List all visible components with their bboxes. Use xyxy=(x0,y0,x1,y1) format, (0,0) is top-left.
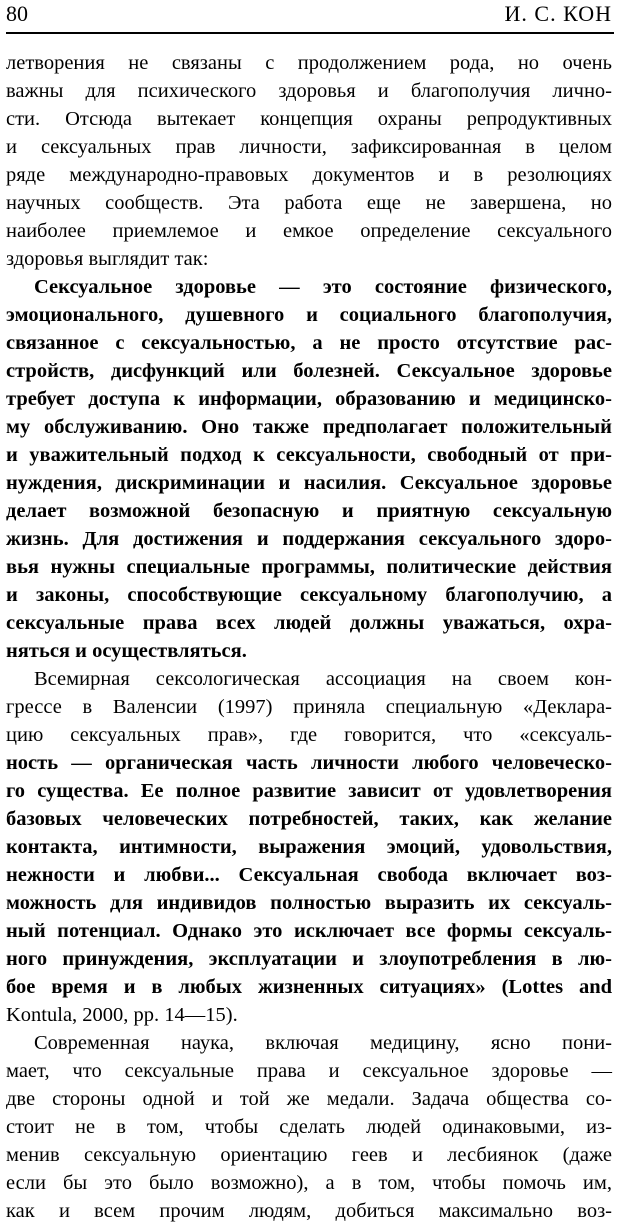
text-line: как и всем прочим людям, добиться максимально воз- xyxy=(6,1200,612,1222)
text-line: няться и осуществляться. xyxy=(6,640,247,662)
body-text xyxy=(6,49,612,1225)
text-line: му обслуживанию. Оно также предполагает положительный xyxy=(6,416,612,438)
text-line: Kontula, 2000, pp. 14—15). xyxy=(6,1004,238,1026)
text-line: мает, что сексуальные права и сексуальное здоровье — xyxy=(6,1060,612,1082)
text-line: летворения не связаны с продолжением рода, но очень xyxy=(6,52,612,74)
text-line: базовых человеческих потребностей, таких, как желание xyxy=(6,808,612,830)
text-line: если бы это было возможно), а в том, чтобы помочь им, xyxy=(6,1172,612,1194)
text-line: научных сообществ. Эта работа еще не завершена, но xyxy=(6,192,612,214)
text-line: цию сексуальных прав», где говорится, что «сексуаль- xyxy=(6,724,612,746)
text-line: ряде международно-правовых документов и в резолюциях xyxy=(6,164,612,186)
text-line: сексуальные права всех людей должны уважаться, охра- xyxy=(6,612,612,634)
text-line: ность — органическая часть личности любого человеческо- xyxy=(6,752,612,774)
text-line: важны для психического здоровья и благополучия лично- xyxy=(6,80,612,102)
text-line: ного принуждения, эксплуатации и злоупотребления в лю- xyxy=(6,948,612,970)
text-line: грессе в Валенсии (1997) приняла специальную «Деклара- xyxy=(6,696,612,718)
text-line: наиболее приемлемое и емкое определение сексуального xyxy=(6,220,612,242)
text-line: нежности и любви... Сексуальная свобода включает воз- xyxy=(6,864,612,886)
text-line: связанное с сексуальностью, а не просто отсутствие рас- xyxy=(6,332,612,354)
text-line: и законы, способствующие сексуальному благополучию, а xyxy=(6,584,612,606)
text-line: контакта, интимности, выражения эмоций, удовольствия, xyxy=(6,836,612,858)
text-line: жизнь. Для достижения и поддержания сексуального здоро- xyxy=(6,528,612,550)
page-header xyxy=(6,0,614,30)
text-line: здоровья выглядит так: xyxy=(6,248,209,270)
header-rule xyxy=(6,32,614,34)
text-line: Сексуальное здоровье — это состояние физического, xyxy=(34,276,612,298)
running-head: И. С. КОН xyxy=(504,1,612,26)
text-line: ный потенциал. Однако это исключает все формы сексуаль- xyxy=(6,920,612,942)
text-line: эмоционального, душевного и социального благополучия, xyxy=(6,304,612,326)
text-line: можность для индивидов полностью выразить их сексуаль- xyxy=(6,892,612,914)
text-line: Всемирная сексологическая ассоциация на своем кон- xyxy=(34,668,612,690)
text-line: нуждения, дискриминации и насилия. Сексуальное здоровье xyxy=(6,472,612,494)
text-line: стоит не в том, чтобы сделать людей одинаковыми, из- xyxy=(6,1116,612,1138)
text-line: вья нужны специальные программы, политические действия xyxy=(6,556,612,578)
page-number: 80 xyxy=(6,1,28,26)
text-line: стройств, дисфункций или болезней. Сексуальное здоровье xyxy=(6,360,612,382)
text-line: Современная наука, включая медицину, ясно пони- xyxy=(34,1032,612,1054)
text-line: две стороны одной и той же медали. Задача общества со- xyxy=(6,1088,612,1110)
text-line: делает возможной безопасную и приятную сексуальную xyxy=(6,500,612,522)
text-line: сти. Отсюда вытекает концепция охраны репродуктивных xyxy=(6,108,612,130)
text-line: требует доступа к информации, образованию и медицинско- xyxy=(6,388,612,410)
text-line: и уважительный подход к сексуальности, свободный от при- xyxy=(6,444,612,466)
text-line: и сексуальных прав личности, зафиксированная в целом xyxy=(6,136,612,158)
text-line: го существа. Ее полное развитие зависит от удовлетворения xyxy=(6,780,612,802)
text-line: бое время и в любых жизненных ситуациях» (Lottes and xyxy=(6,976,612,998)
text-line: менив сексуальную ориентацию геев и лесбиянок (даже xyxy=(6,1144,612,1166)
